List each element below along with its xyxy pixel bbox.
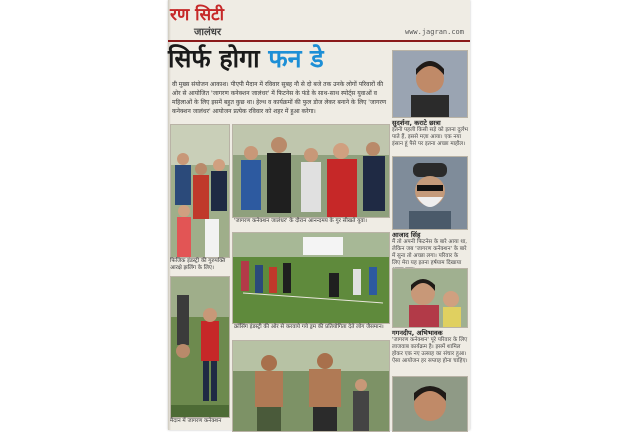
sidebar-name-2: आजाद सिंह <box>392 231 421 239</box>
edition-label: जालंधर <box>194 27 222 38</box>
newspaper-page <box>168 0 470 430</box>
caption-group-photo: 'जागरण कनेक्शन जालंधर' के दौरान आनन्दमय के गुर सीखते युवा। <box>234 218 367 224</box>
sidebar-name-3: गगनदीप, अभिभावक <box>392 329 443 337</box>
caption-left-lower: मैदान में जागरण कनेक्शन <box>170 418 222 424</box>
photo-field-activity <box>232 232 390 324</box>
photo-children-group <box>170 124 230 258</box>
sidebar-name-1: सुदर्शना, कराटे छात्रा <box>392 119 441 127</box>
headline-accent: फन डे <box>268 44 324 73</box>
sidebar-text-3: 'जागरण कनेक्शन' पूरे परिवार के लिए लाजवाब कार्यक्रम है। इसमें शामिल होकर एक नए उत्साह का संचार हुआ। ऐसा आयोजन हर सप्ताह होना चाहिए। <box>392 337 468 364</box>
portrait-sudarshana <box>392 50 468 118</box>
caption-field-photo: क्रॉसिंग इंडस्ट्री की ओर से करवाये गये ड्रम की प्रतियोगिता देते लोग जैसमान। <box>234 324 384 330</box>
intro-paragraph: वी मुख्य संयोजन आकाश। पीएपी मैदान में रविवार सुबह नौ से दो बजे तक उनके लोगों परिवारों की ओर से आयोजित 'जागरण कनेक्शन जालंधर' में फिटनेस के फंडे के साथ-साथ स्पोर्ट्स युवाओं व महिलाओं के लिए इसमें बहुत कुछ था। हेल्थ व कार्यक्रमों की फुल डोज लेकर बनाने के लिए 'जागरण कनेक्शन जालंधर' आयोजन प्रत्येक रविवार को शहर में हुआ करेगा। <box>172 81 387 115</box>
sidebar-text-1: इतनी पहली किसी सड़े को इतना दुर्लभ पाते हैं, इससे मज़ा आया। एक नया इंसान हूं पैसे पर इतना अच्छा माहौल। <box>392 127 468 147</box>
photo-youth-group <box>232 124 390 218</box>
portrait-azad-singh <box>392 156 468 230</box>
portrait-woman-family <box>392 268 468 328</box>
masthead <box>168 0 470 44</box>
brand-title: रण सिटी <box>170 5 225 25</box>
headline <box>168 44 324 74</box>
caption-left-upper: फिजिक इंडस्ट्री की गुरुपक्ति आरक्षे झलिंग के लिए। <box>170 258 226 271</box>
sidebar-text-2: मैं तो अपनी फिटनेस के बारे आया था, लेकिन जब 'जागरण कनेक्शन' के बारे में सुना तो अच्छा लगा। परिवार के लिए मेरा यह इतना हर्षयाम दिखाया <box>392 239 468 266</box>
headline-main: सिर्फ होगा <box>168 44 269 73</box>
website-url: www.jagran.com <box>404 28 464 36</box>
portrait-bottom <box>392 376 468 432</box>
photo-gymnast <box>170 276 230 418</box>
photo-bodybuilders <box>232 340 390 432</box>
masthead-rule <box>168 40 470 42</box>
